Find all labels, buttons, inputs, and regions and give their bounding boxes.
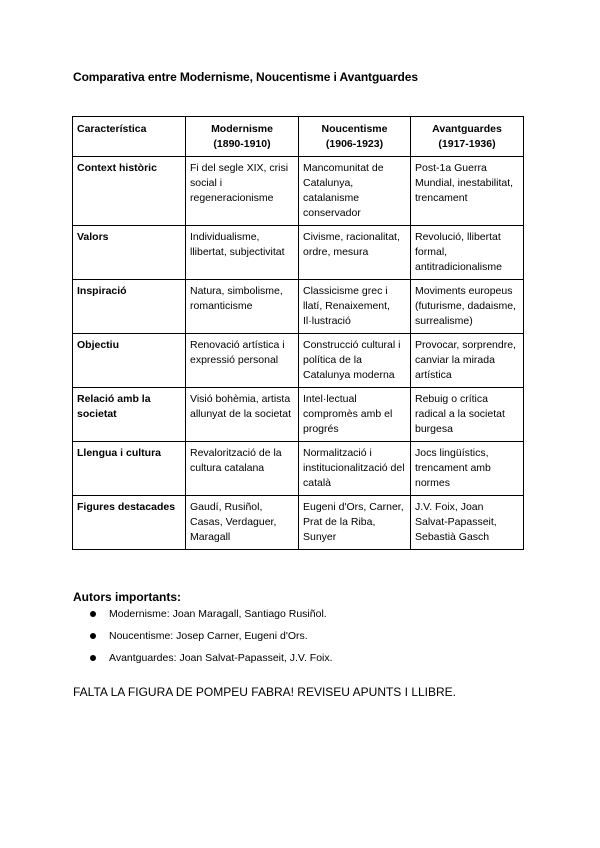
header-avantguardes: [411, 117, 524, 157]
row-feature: Relació amb la societat: [73, 388, 186, 442]
cell-noucentisme: Mancomunitat de Catalunya, catalanisme conservador: [299, 157, 411, 226]
table-row: [73, 496, 524, 550]
list-item: [73, 647, 333, 669]
cell-avantguardes: Provocar, sorprendre, canviar la mirada artística: [411, 334, 524, 388]
cell-avantguardes: Revolució, llibertat formal, antitradicionalisme: [411, 226, 524, 280]
table-row: [73, 157, 524, 226]
header-modernisme: [186, 117, 299, 157]
cell-modernisme: Gaudí, Rusiñol, Casas, Verdaguer, Maragall: [186, 496, 299, 550]
cell-avantguardes: Post-1a Guerra Mundial, inestabilitat, trencament: [411, 157, 524, 226]
row-feature: Inspiració: [73, 280, 186, 334]
bullet-icon: [90, 633, 96, 639]
cell-avantguardes: J.V. Foix, Joan Salvat-Papasseit, Sebastià Gasch: [411, 496, 524, 550]
cell-modernisme: Natura, simbolisme, romanticisme: [186, 280, 299, 334]
cell-noucentisme: Construcció cultural i política de la Catalunya moderna: [299, 334, 411, 388]
row-feature: Valors: [73, 226, 186, 280]
row-feature: Llengua i cultura: [73, 442, 186, 496]
page-title: Comparativa entre Modernisme, Noucentisme i Avantguardes: [73, 70, 418, 84]
header-noucentisme-dates: (1906-1923): [325, 138, 384, 150]
cell-noucentisme: Intel·lectual compromès amb el progrés: [299, 388, 411, 442]
header-avantguardes-label: Avantguardes: [432, 123, 502, 135]
cell-modernisme: Individualisme, llibertat, subjectivitat: [186, 226, 299, 280]
row-feature: Objectiu: [73, 334, 186, 388]
cell-noucentisme: Civisme, racionalitat, ordre, mesura: [299, 226, 411, 280]
table-header-row: [73, 117, 524, 157]
row-feature: Figures destacades: [73, 496, 186, 550]
header-avantguardes-dates: (1917-1936): [438, 138, 496, 150]
cell-modernisme: Renovació artística i expressió personal: [186, 334, 299, 388]
authors-heading: Autors importants:: [73, 590, 181, 604]
cell-noucentisme: Normalització i institucionalització del català: [299, 442, 411, 496]
header-noucentisme-label: Noucentisme: [321, 123, 388, 135]
cell-noucentisme: Classicisme grec i llatí, Renaixement, Il·lustració: [299, 280, 411, 334]
table-row: [73, 442, 524, 496]
author-text: Noucentisme: Josep Carner, Eugeni d'Ors.: [109, 630, 308, 642]
table-row: [73, 226, 524, 280]
cell-modernisme: Fi del segle XIX, crisi social i regeneracionisme: [186, 157, 299, 226]
warning-note: FALTA LA FIGURA DE POMPEU FABRA! REVISEU APUNTS I LLIBRE.: [73, 685, 457, 699]
cell-avantguardes: Moviments europeus (futurisme, dadaisme, surrealisme): [411, 280, 524, 334]
cell-avantguardes: Jocs lingüístics, trencament amb normes: [411, 442, 524, 496]
author-text: Avantguardes: Joan Salvat-Papasseit, J.V. Foix.: [109, 652, 333, 664]
header-noucentisme: [299, 117, 411, 157]
authors-list: [73, 603, 333, 669]
header-modernisme-label: Modernisme: [211, 123, 273, 135]
table-row: [73, 388, 524, 442]
list-item: [73, 603, 333, 625]
bullet-icon: [90, 655, 96, 661]
header-feature-label: Característica: [77, 123, 147, 135]
header-modernisme-dates: (1890-1910): [213, 138, 271, 150]
comparison-table: [72, 116, 524, 550]
author-text: Modernisme: Joan Maragall, Santiago Rusiñol.: [109, 608, 327, 620]
row-feature: Context històric: [73, 157, 186, 226]
cell-noucentisme: Eugeni d'Ors, Carner, Prat de la Riba, Sunyer: [299, 496, 411, 550]
cell-avantguardes: Rebuig o crítica radical a la societat burgesa: [411, 388, 524, 442]
bullet-icon: [90, 611, 96, 617]
header-feature: [73, 117, 186, 157]
table-row: [73, 280, 524, 334]
cell-modernisme: Visió bohèmia, artista allunyat de la societat: [186, 388, 299, 442]
cell-modernisme: Revalorització de la cultura catalana: [186, 442, 299, 496]
table-row: [73, 334, 524, 388]
list-item: [73, 625, 333, 647]
